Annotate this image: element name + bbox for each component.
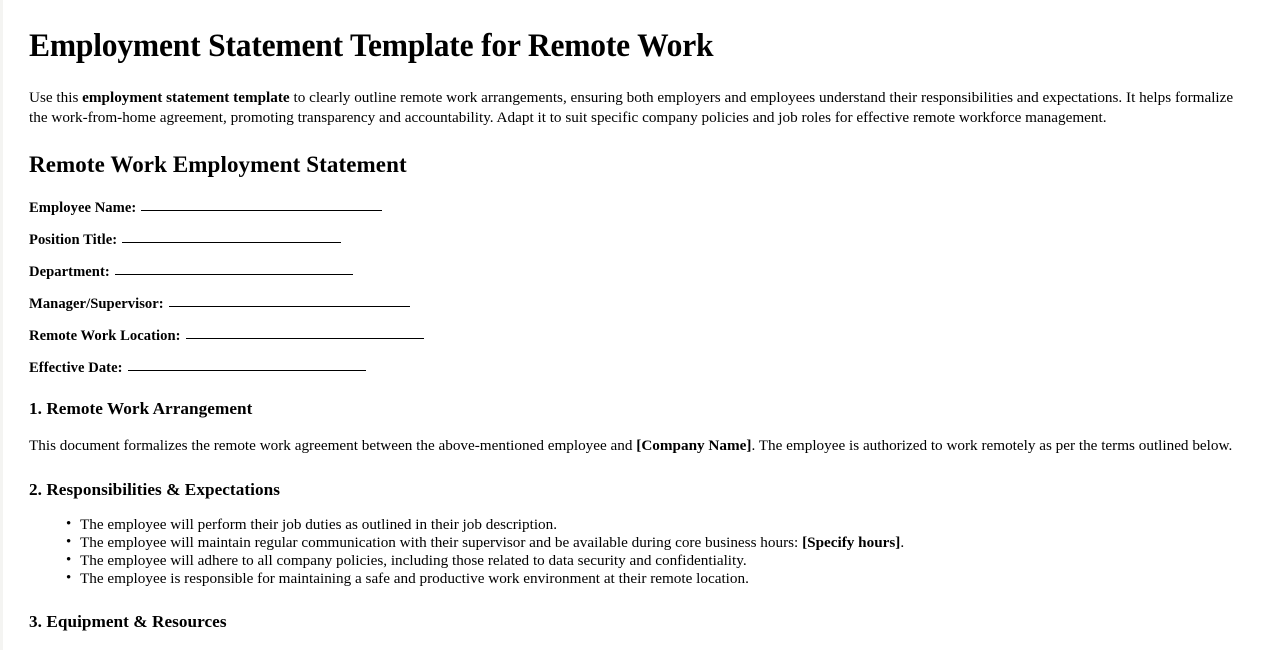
intro-paragraph (29, 88, 1235, 127)
list-item (66, 534, 1254, 552)
bullet-text-before: The employee will adhere to all company policies, including those related to data security and confidentiality. (80, 551, 747, 569)
section-1-text-before: This document formalizes the remote work agreement between the above-mentioned employee and (29, 437, 637, 454)
field-employee-name (29, 200, 1254, 217)
field-blank-remote-work-location[interactable] (186, 327, 424, 339)
responsibilities-list (29, 516, 1254, 588)
intro-bold-phrase: employment statement template (82, 89, 290, 106)
list-item (66, 552, 1254, 570)
bullet-text-after: . (900, 533, 905, 551)
bullet-text-before: The employee is responsible for maintaining a safe and productive work environment at their remote location. (80, 569, 749, 587)
field-label-remote-work-location: Remote Work Location: (29, 328, 181, 344)
field-position-title (29, 232, 1254, 249)
section-heading-remote-work-arrangement: 1. Remote Work Arrangement (29, 399, 253, 418)
field-label-manager-supervisor: Manager/Supervisor: (29, 296, 164, 312)
specify-hours-placeholder: [Specify hours] (802, 533, 901, 551)
field-remote-work-location (29, 328, 1254, 345)
bullet-text-before: The employee will maintain regular communication with their supervisor and be available during core business hours: (80, 533, 803, 551)
section-heading-responsibilities-expectations: 2. Responsibilities & Expectations (29, 479, 280, 499)
bullet-text-before: The employee will perform their job duties as outlined in their job description. (80, 515, 558, 533)
intro-text-after: to clearly outline remote work arrangements, ensuring both employers and employees understand their responsibilities and expectations. It helps formalize the work-from-home agreement, promoting transparency and accountability. Adapt it to suit specific company policies and job roles for effective remote workforce management. (29, 89, 1234, 126)
field-label-department: Department: (29, 264, 110, 280)
field-blank-department[interactable] (115, 263, 353, 275)
section-1-text-after: . The employee is authorized to work remotely as per the terms outlined below. (751, 437, 1233, 454)
list-item (66, 570, 1254, 588)
document-subtitle: Remote Work Employment Statement (29, 152, 407, 177)
field-effective-date (29, 360, 1254, 377)
field-label-employee-name: Employee Name: (29, 200, 137, 216)
form-fields (29, 200, 1254, 377)
section-1-paragraph (29, 436, 1254, 456)
list-item (66, 516, 1254, 534)
field-blank-manager-supervisor[interactable] (169, 295, 410, 307)
field-department (29, 264, 1254, 281)
field-manager-supervisor (29, 296, 1254, 313)
page-title: Employment Statement Template for Remote Work (29, 28, 714, 64)
field-label-effective-date: Effective Date: (29, 360, 123, 376)
intro-text-before: Use this (29, 89, 83, 106)
company-name-placeholder: [Company Name] (636, 437, 752, 454)
field-label-position-title: Position Title: (29, 232, 118, 248)
field-blank-position-title[interactable] (122, 231, 341, 243)
section-heading-equipment-resources: 3. Equipment & Resources (29, 611, 227, 631)
field-blank-employee-name[interactable] (141, 199, 382, 211)
field-blank-effective-date[interactable] (128, 359, 366, 371)
